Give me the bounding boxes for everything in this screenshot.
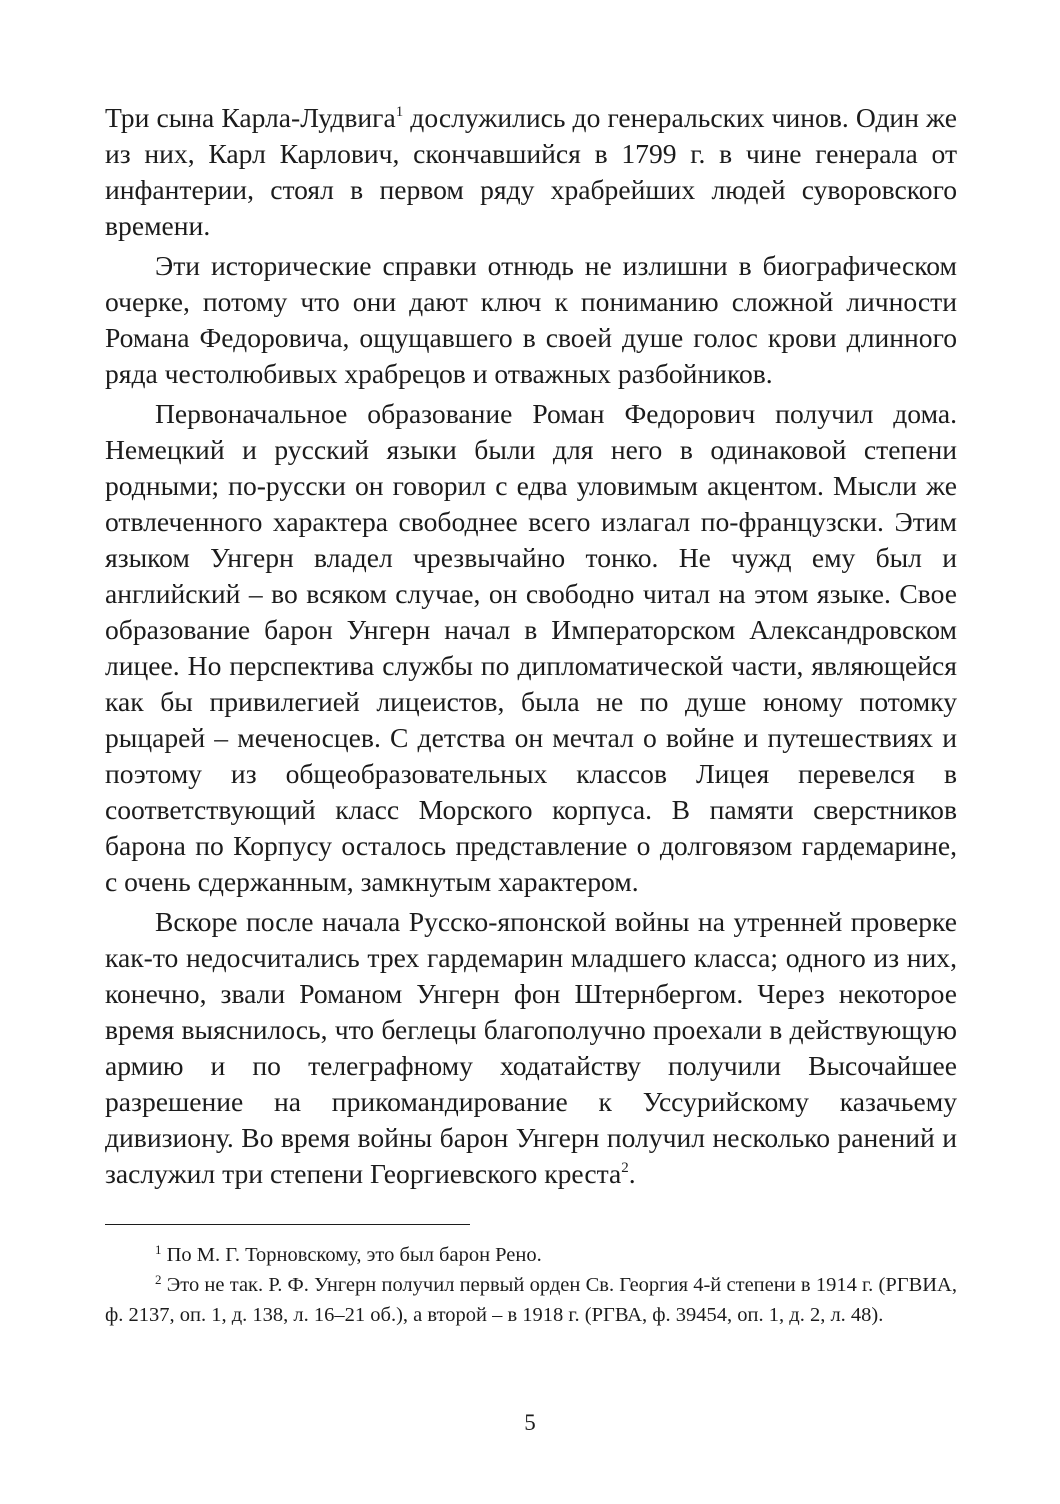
footnote-2-text: Это не так. Р. Ф. Унгерн получил первый орден Св. Георгия 4-й степени в 1914 г. (РГВИА, ф. 2137, оп. 1, д. 138, л. 16–21 об.), а второй – в 1918 г. (РГВА, ф. 39454, оп. 1, д. 2, л. 48). [105, 1274, 957, 1326]
footnote-1-marker: 1 [155, 1242, 162, 1257]
paragraph-1-text-start: Три сына Карла-Лудвига [105, 102, 396, 133]
paragraph-4-text-start: Вскоре после начала Русско-японской войны на утренней проверке как-то недосчитались трех гардемарин младшего класса; одного из них, конечно, звали Романом Унгерн фон Штернбергом. Через некоторое время выяснилось, что беглецы благополучно проехали в действующую армию и по телеграфному ходатайству получили Высочайшее разрешение на прикомандирование к Уссурийскому казачьему дивизиону. Во время войны барон Унгерн получил несколько ранений и заслужил три степени Георгиевского креста [105, 906, 957, 1189]
footnote-2 [105, 1270, 957, 1330]
paragraph-1-text-end: дослужились до генеральских чинов. Один же из них, Карл Карлович, скончавшийся в 1799 г. в чине генерала от инфантерии, стоял в первом ряду храбрейших людей суворовского времени. [105, 102, 957, 241]
footnote-1 [105, 1240, 957, 1270]
footnote-separator [105, 1224, 470, 1225]
paragraph-1 [105, 100, 957, 244]
paragraph-4-text-end: . [628, 1158, 636, 1189]
paragraph-4 [105, 904, 957, 1192]
footnote-ref-1[interactable]: 1 [395, 104, 404, 120]
paragraph-3: Первоначальное образование Роман Федорович получил дома. Немецкий и русский языки были для него в одинаковой степени родными; по-русски он говорил с едва уловимым акцентом. Мысли же отвлеченного характера свободнее всего излагал по-французски. Этим языком Унгерн владел чрезвычайно тонко. Не чужд ему был и английский – во всяком случае, он свободно читал на этом языке. Свое образование барон Унгерн начал в Императорском Александровском лицее. Но перспектива службы по дипломатической части, являющейся как бы привилегией лицеистов, была не по душе юному потомку рыцарей – меченосцев. С детства он мечтал о войне и путешествиях и поэтому из общеобразовательных классов Лицея перевелся в соответствующий класс Морского корпуса. В памяти сверстников барона по Корпусу осталось представление о долговязом гардемарине, с очень сдержанным, замкнутым характером. [105, 398, 957, 897]
footnotes [105, 1240, 957, 1330]
footnote-2-marker: 2 [155, 1272, 162, 1287]
page-number: 5 [524, 1410, 536, 1435]
paragraph-2: Эти исторические справки отнюдь не излишни в биографическом очерке, потому что они дают ключ к пониманию сложной личности Романа Федоровича, ощущавшего в своей душе голос крови длинного ряда честолюбивых храбрецов и отважных разбойников. [105, 250, 957, 389]
footnote-ref-2[interactable]: 2 [621, 1160, 629, 1176]
main-text [105, 100, 957, 1192]
footnote-1-text: По М. Г. Торновскому, это был барон Рено. [161, 1244, 542, 1266]
